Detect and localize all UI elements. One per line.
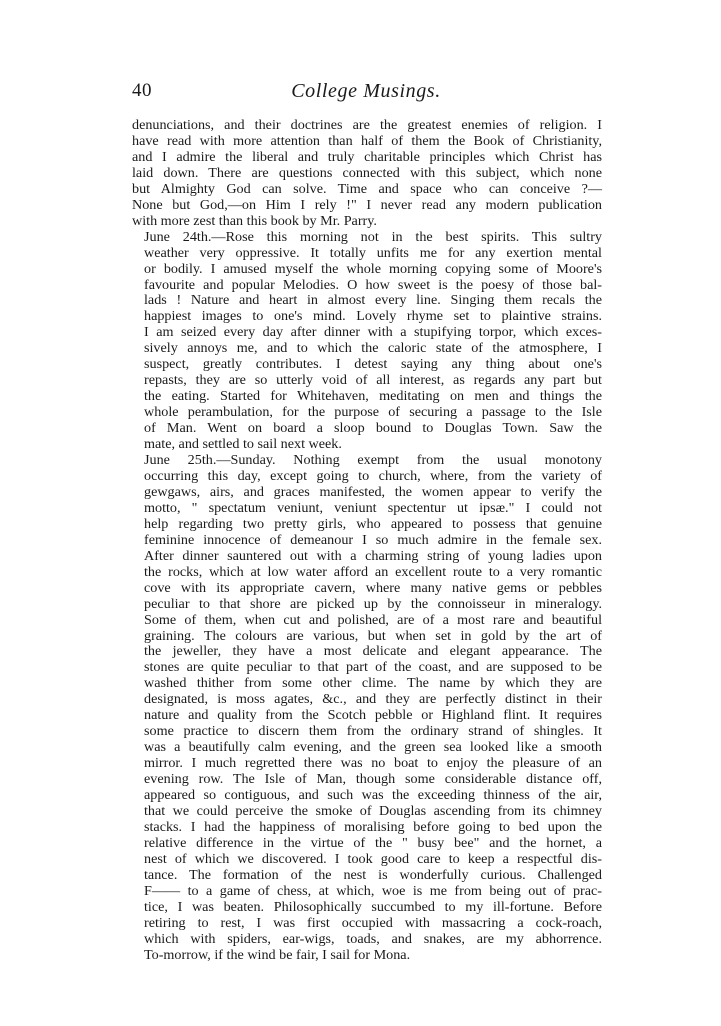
text-line: evening row. The Isle of Man, though some considerable distance off, [144,771,602,788]
text-line: laid down. There are questions connected with this subject, which none [132,164,602,181]
text-line: repasts, they are so utterly void of all interest, as regards any part but [144,372,602,389]
text-line: the jeweller, they have a most delicate and elegant appearance. The [144,643,602,660]
text-line: graining. The colours are various, but when set in gold by the art of [144,627,602,644]
text-line: favourite and popular Melodies. O how sweet is the poesy of those bal- [144,276,602,293]
page-header [132,80,600,106]
text-line: but Almighty God can solve. Time and space who can conceive ?— [132,180,602,197]
text-line: cove with its appropriate cavern, where many native gems or pebbles [144,579,602,596]
text-line: To-morrow, if the wind be fair, I sail for Mona. [144,946,411,963]
text-line: which with spiders, ear-wigs, toads, and snakes, are my abhorrence. [144,930,602,947]
text-line: feminine innocence of demeanour I so much admire in the female sex. [144,531,602,548]
text-line: was a beautifully calm evening, and the green sea looked like a smooth [144,739,602,756]
text-line: washed thither from some other clime. The name by which they are [144,675,602,692]
text-line: I am seized every day after dinner with a stupifying torpor, which exces- [144,324,602,341]
text-line: that we could perceive the smoke of Douglas ascending from its chimney [144,802,602,819]
text-line: happiest images to one's mind. Lovely rhyme set to plaintive strains. [144,308,602,325]
text-line: occurring this day, except going to church, where, from the variety of [144,467,602,484]
text-line: After dinner sauntered out with a charming string of young ladies upon [144,547,602,564]
text-line: stones are quite peculiar to that part of the coast, and are supposed to be [144,659,602,676]
text-line: whole perambulation, for the purpose of securing a passage to the Isle [144,404,602,421]
text-line: and I admire the liberal and truly charitable principles which Christ has [132,148,602,165]
paragraph [132,453,602,964]
text-line: appeared so contiguous, and such was the exceeding thinness of the air, [144,787,602,804]
text-line: mirror. I much regretted there was no boat to enjoy the pleasure of an [144,755,602,772]
body-text [132,118,602,964]
text-line: retiring to rest, I was first occupied with massacring a cock-roach, [144,914,602,931]
text-line: motto, " spectatum veniunt, veniunt spectentur ut ipsæ." I could not [144,499,602,516]
text-line: peculiar to that shore are picked up by the connoisseur in mineralogy. [144,595,602,612]
running-title: College Musings. [291,80,441,102]
text-line: with more zest than this book by Mr. Parry. [132,212,377,229]
text-line: gewgaws, airs, and graces manifested, the women appear to verify the [144,483,602,500]
text-line: mate, and settled to sail next week. [144,436,342,453]
text-line: tice, I was beaten. Philosophically succumbed to my ill-fortune. Before [144,898,602,915]
text-line: suspect, greatly contributes. I detest saying any thing about one's [144,356,602,373]
text-line: None but God,—on Him I rely !" I never read any modern publication [132,196,602,213]
text-line: the rocks, which at low water afford an excellent route to a very romantic [144,563,602,580]
page-number: 40 [132,80,152,101]
text-line: June 25th.—Sunday. Nothing exempt from the usual monotony [144,452,602,469]
text-line: have read with more attention than half of them the Book of Christianity, [132,132,602,149]
text-line: stacks. I had the happiness of moralising before going to bed upon the [144,818,602,835]
paragraph [132,118,602,230]
text-line: nest of which we discovered. I took good care to keep a respectful dis- [144,850,602,867]
paragraph [132,230,602,453]
text-line: the eating. Started for Whitehaven, meditating on men and things the [144,388,602,405]
text-line: weather very oppressive. It totally unfits me for any exertion mental [144,244,602,261]
text-line: tance. The formation of the nest is wonderfully curious. Challenged [144,866,602,883]
text-line: denunciations, and their doctrines are the greatest enemies of religion. I [132,117,602,133]
text-line: designated, is moss agates, &c., and they are perfectly distinct in their [144,691,602,708]
text-line: sively annoys me, and to which the caloric state of the atmosphere, I [144,340,602,357]
text-line: lads ! Nature and heart in almost every line. Singing them recals the [144,292,602,309]
text-line: June 24th.—Rose this morning not in the best spirits. This sultry [144,228,602,245]
text-line: or bodily. I amused myself the whole morning copying some of Moore's [144,260,602,277]
text-line: nature and quality from the Scotch pebble or Highland flint. It requires [144,707,602,724]
text-line: of Man. Went on board a sloop bound to Douglas Town. Saw the [144,420,602,437]
text-line: help regarding two pretty girls, who appeared to possess that genuine [144,515,602,532]
text-line: Some of them, when cut and polished, are of a most rare and beautiful [144,611,602,628]
text-line: some practice to discern them from the ordinary strand of shingles. It [144,723,602,740]
text-line: F—— to a game of chess, at which, woe is me from being out of prac- [144,882,602,899]
text-line: relative difference in the virtue of the " busy bee" and the hornet, a [144,834,602,851]
